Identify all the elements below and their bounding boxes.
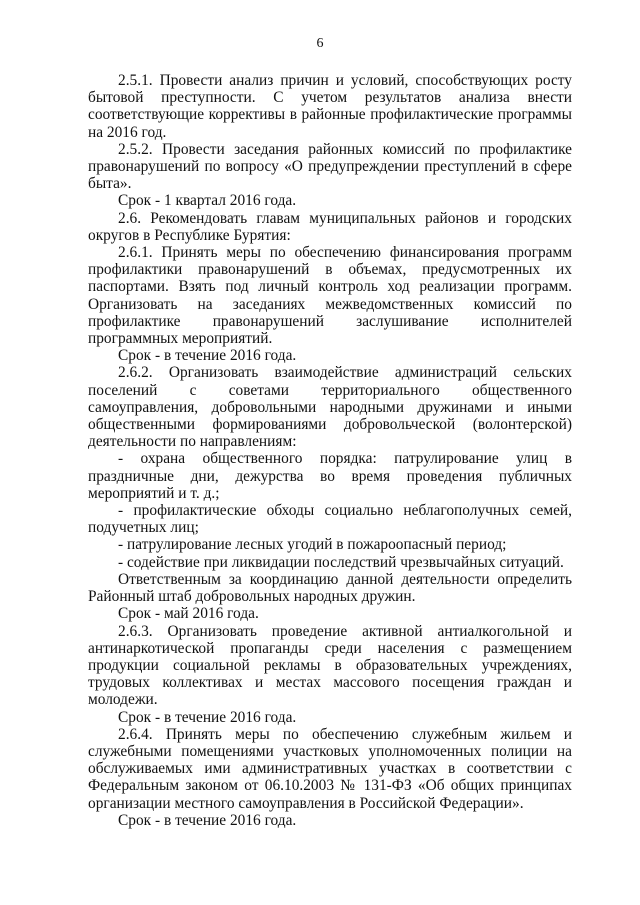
paragraph-2-6-1: 2.6.1. Принять меры по обеспечению финансирования программ профилактики правонарушений в объемах, предусмотренных их паспортами. Взять под личный контроль ход реализации программ. Организовать на заседаниях межведомственных комиссий по профилактике правонарушений заслушивание исполнителей программных мероприятий. (88, 244, 572, 348)
paragraph-2-5-1: 2.5.1. Провести анализ причин и условий, способствующих росту бытовой преступности. С учетом результатов анализа внести соответствующие коррективы в районные профилактические программы на 2016 год. (88, 72, 572, 141)
paragraph-2-6-2: 2.6.2. Организовать взаимодействие администраций сельских поселений с советами территориального общественного самоуправления, добровольными народными дружинами и иными общественными формированиями добровольческой (волонтерской) деятельности по направлениям: (88, 364, 572, 451)
paragraph-2-6: 2.6. Рекомендовать главам муниципальных районов и городских округов в Республике Бурятия: (88, 209, 572, 244)
list-item-public-order: - охрана общественного порядка: патрулирование улиц в праздничные дни, дежурства во время проведения публичных мероприятий и т. д.; (88, 450, 572, 502)
list-item-emergency-assistance: - содействие при ликвидации последствий чрезвычайных ситуаций. (118, 553, 564, 571)
page-number: 6 (316, 36, 324, 51)
paragraph-2-5-2: 2.5.2. Провести заседания районных комиссий по профилактике правонарушений по вопросу «О предупреждении преступлений в сфере быта». (88, 140, 572, 193)
deadline-during-2016: Срок - в течение 2016 года. (118, 347, 297, 365)
deadline-during-2016: Срок - в течение 2016 года. (118, 708, 297, 726)
paragraph-2-6-4: 2.6.4. Принять меры по обеспечению служебным жильем и служебными помещениями участковых уполномоченных полиции на обслуживаемых ими административных участках в соответствии с Федеральным законом от 06.10.2003 № 131-ФЗ «Об общих принципах организации местного самоуправления в Российской Федерации». (88, 725, 572, 812)
list-item-preventive-visits: - профилактические обходы социально неблагополучных семей, подучетных лиц; (88, 502, 572, 537)
list-item-forest-patrol: - патрулирование лесных угодий в пожароопасный период; (118, 536, 507, 554)
paragraph-responsible: Ответственным за координацию данной деятельности определить Районный штаб добровольных народных дружин. (88, 570, 572, 606)
deadline-may-2016: Срок - май 2016 года. (118, 605, 259, 623)
document-body (88, 72, 572, 829)
deadline-q1-2016: Срок - 1 квартал 2016 года. (118, 192, 297, 210)
deadline-during-2016: Срок - в течение 2016 года. (118, 811, 297, 829)
paragraph-2-6-3: 2.6.3. Организовать проведение активной антиалкогольной и антинаркотической пропаганды среди населения с размещением продукции социальной рекламы в образовательных учреждениях, трудовых коллективах и местах массового посещения граждан и молодежи. (88, 622, 572, 709)
